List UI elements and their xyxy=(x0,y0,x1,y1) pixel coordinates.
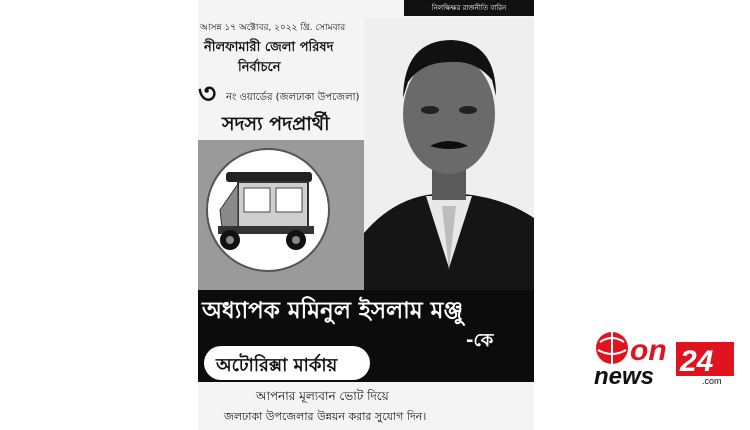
candidate-name: অধ্যাপক মমিনুল ইসলাম মঞ্জু xyxy=(202,298,464,324)
svg-text:news: news xyxy=(594,363,655,388)
candidacy-title: সদস্য পদপ্রার্থী xyxy=(222,113,330,135)
candidate-photo xyxy=(364,18,534,290)
appeal-line-2: জলঢাকা উপজেলার উন্নয়ন করার সুযোগ দিন। xyxy=(224,410,427,423)
svg-text:on: on xyxy=(630,334,667,367)
ward-text: নং ওয়ার্ডের (জলঢাকা উপজেলা) xyxy=(226,92,360,103)
on-news-24-logo xyxy=(594,330,736,388)
top-strip: নিলক্ষিক্ষর রাজনীতি বারিন xyxy=(404,0,534,16)
svg-text:.com: .com xyxy=(702,376,722,386)
ke-suffix: -কে xyxy=(466,330,494,351)
date-line: আসন্ন ১৭ অক্টোবর, ২০২২ খ্রি. সোমবার xyxy=(200,23,346,33)
auto-rickshaw-icon xyxy=(208,150,328,270)
symbol-circle xyxy=(206,148,330,272)
symbol-label: অটোরিক্সা মার্কায় xyxy=(216,355,338,376)
ward-number: ৩ xyxy=(198,77,217,110)
svg-text:24: 24 xyxy=(680,345,714,378)
election-poster xyxy=(198,0,534,430)
election-line: নির্বাচনে xyxy=(238,60,281,75)
council-line: নীলফামারী জেলা পরিষদ xyxy=(204,40,334,55)
appeal-line-1: আপনার মূল্যবান ভোট দিয়ে xyxy=(256,389,389,403)
